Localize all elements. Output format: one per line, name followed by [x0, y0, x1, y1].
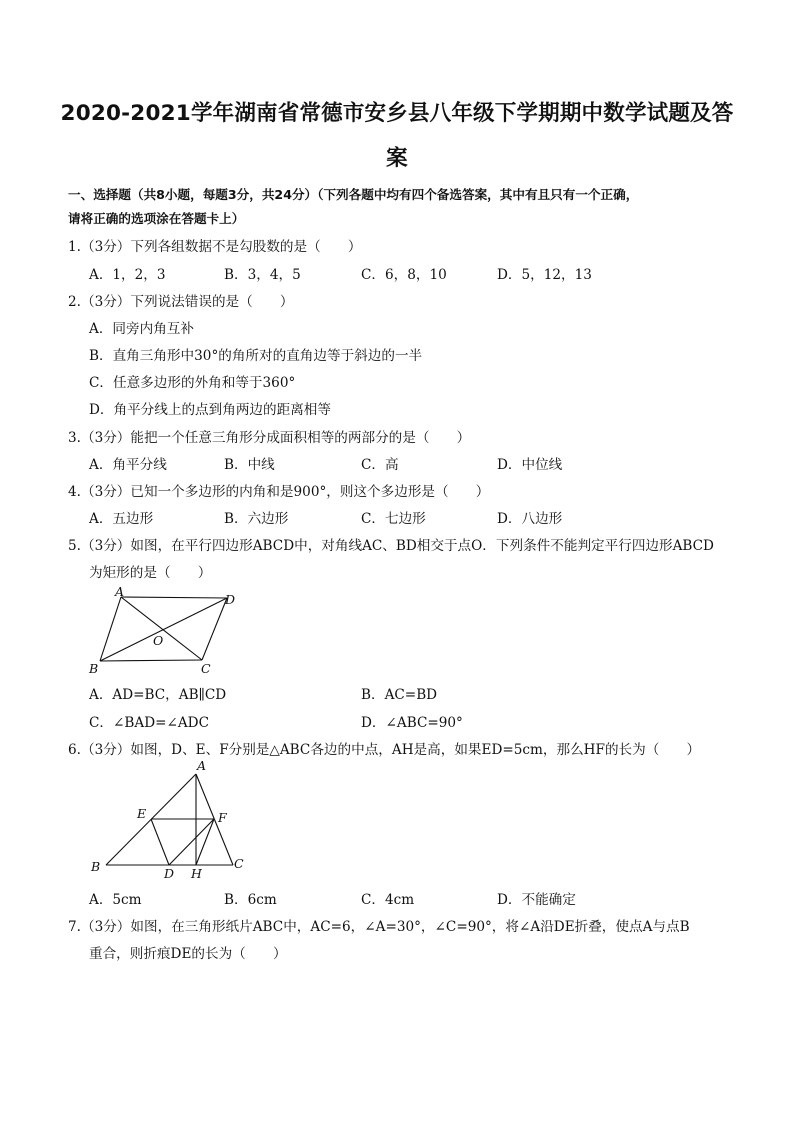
- question-2-option-d: D．角平分线上的点到角两边的距离相等: [89, 402, 331, 418]
- label-o: O: [153, 633, 164, 648]
- segment-df: [169, 819, 214, 865]
- label-f: F: [218, 810, 227, 825]
- page-title-continued: 案: [386, 146, 408, 171]
- edge-ba: [100, 597, 121, 661]
- label-e: E: [137, 806, 147, 821]
- question-1-option-b: B．3，4，5: [224, 267, 301, 283]
- label-d: D: [225, 592, 236, 607]
- section-header: 一、选择题（共8小题，每题3分，共24分）（下列各题中均有四个备选答案，其中有且只有一个正确，: [68, 187, 639, 202]
- page-title: 2020-2021学年湖南省常德市安乡县八年级下学期期中数学试题及答: [60, 101, 734, 126]
- parallelogram-figure: [85, 585, 245, 677]
- question-7-stem-continued: 重合，则折痕DE的长为（ ）: [89, 946, 287, 962]
- diagonal-ac: [121, 597, 202, 660]
- segment-ed: [151, 819, 169, 865]
- question-4-option-b: B．六边形: [224, 511, 289, 527]
- triangle-figure: [88, 758, 254, 882]
- question-5-stem: 5.（3分）如图，在平行四边形ABCD中，对角线AC、BD相交于点O．下列条件不能判定平行四边形ABCD: [68, 538, 714, 554]
- question-6-stem: 6.（3分）如图，D、E、F分别是△ABC各边的中点，AH是高，如果ED=5cm，那么HF的长为（ ）: [68, 742, 701, 758]
- label-c: C: [201, 661, 211, 676]
- question-5-stem-continued: 为矩形的是（ ）: [89, 565, 212, 581]
- edge-dc: [202, 598, 227, 660]
- label-h: H: [191, 866, 202, 881]
- question-5-option-b: B．AC=BD: [361, 687, 438, 703]
- edge-ad: [121, 597, 227, 598]
- question-6-option-b: B．6cm: [224, 892, 277, 908]
- question-2-option-b: B．直角三角形中30°的角所对的直角边等于斜边的一半: [89, 348, 423, 364]
- question-4-option-c: C．七边形: [361, 511, 426, 527]
- question-1-option-c: C．6，8，10: [361, 267, 447, 283]
- question-6-option-d: D．不能确定: [497, 892, 576, 908]
- question-5-option-a: A．AD=BC，AB∥CD: [89, 687, 227, 703]
- question-5-option-c: C．∠BAD=∠ADC: [89, 715, 209, 731]
- label-b: B: [91, 859, 101, 874]
- edge-cb: [100, 660, 202, 661]
- label-a: A: [115, 584, 125, 599]
- question-3-option-a: A．角平分线: [89, 457, 167, 473]
- question-2-option-c: C．任意多边形的外角和等于360°: [89, 375, 296, 391]
- question-4-option-d: D．八边形: [497, 511, 563, 527]
- label-b: B: [89, 661, 99, 676]
- question-7-stem: 7.（3分）如图，在三角形纸片ABC中，AC=6，∠A=30°，∠C=90°，将∠A沿DE折叠，使点A与点B: [68, 919, 690, 935]
- question-2-stem: 2.（3分）下列说法错误的是（ ）: [68, 294, 294, 310]
- question-3-option-c: C．高: [361, 457, 399, 473]
- question-5-option-d: D．∠ABC=90°: [361, 715, 463, 731]
- question-4-stem: 4.（3分）已知一个多边形的内角和是900°，则这个多边形是（ ）: [68, 484, 490, 500]
- question-3-option-d: D．中位线: [497, 457, 563, 473]
- question-6-option-a: A．5cm: [89, 892, 142, 908]
- section-header-continued: 请将正确的选项涂在答题卡上）: [68, 211, 245, 226]
- question-1-stem: 1.（3分）下列各组数据不是勾股数的是（ ）: [68, 239, 362, 255]
- question-2-option-a: A．同旁内角互补: [89, 321, 194, 337]
- question-1-option-d: D．5，12，13: [497, 267, 592, 283]
- segment-fh: [196, 819, 214, 865]
- label-c: C: [234, 856, 244, 871]
- diagonal-bd: [100, 598, 227, 661]
- label-d: D: [164, 866, 175, 881]
- label-a: A: [197, 758, 207, 773]
- question-3-stem: 3.（3分）能把一个任意三角形分成面积相等的两部分的是（ ）: [68, 430, 471, 446]
- question-6-option-c: C．4cm: [361, 892, 415, 908]
- question-3-option-b: B．中线: [224, 457, 275, 473]
- question-1-option-a: A．1，2，3: [89, 267, 166, 283]
- question-4-option-a: A．五边形: [89, 511, 154, 527]
